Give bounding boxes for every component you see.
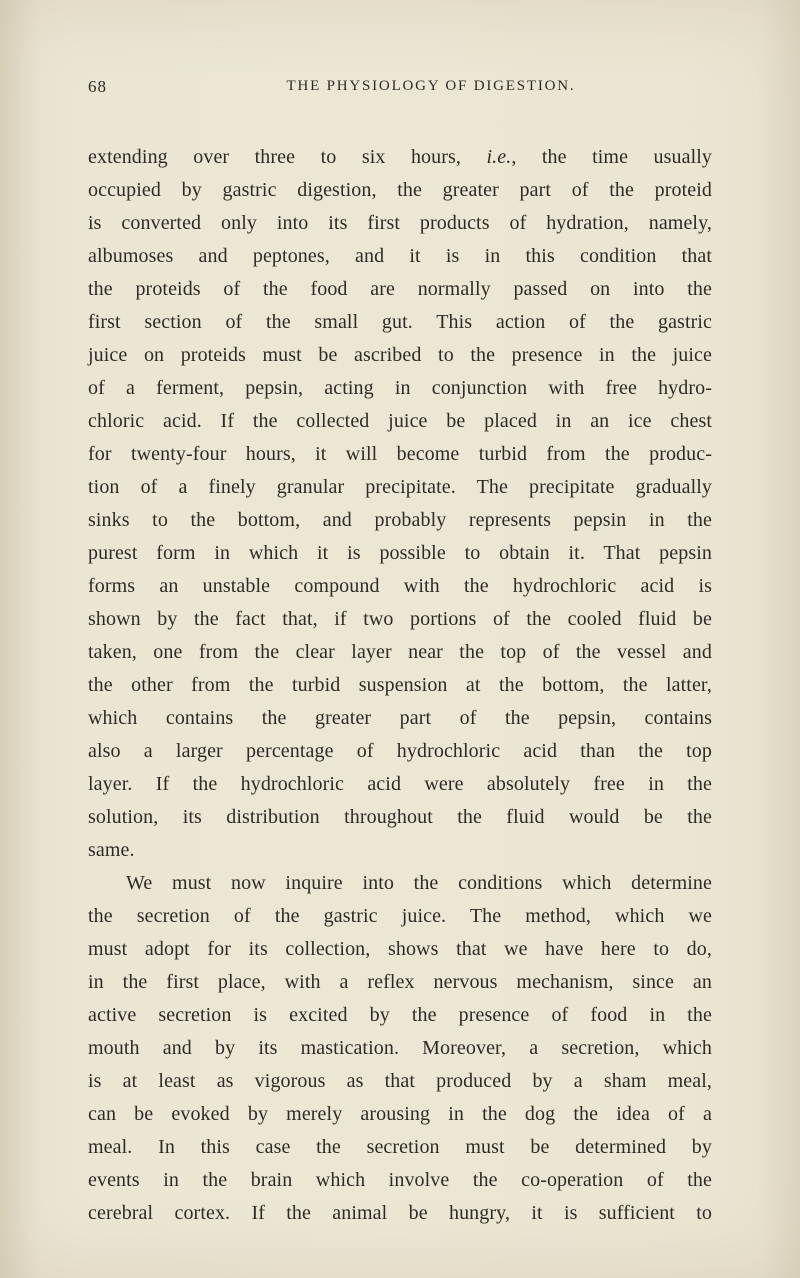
text-line: the secretion of the gastric juice. The method, which we <box>88 905 712 927</box>
text-line: albumoses and peptones, and it is in this condition that <box>88 245 712 267</box>
text-line: must adopt for its collection, shows that we have here to do, <box>88 938 712 960</box>
text-line: of a ferment, pepsin, acting in conjunction with free hydro- <box>88 377 712 399</box>
text-line: taken, one from the clear layer near the top of the vessel and <box>88 641 712 663</box>
text-line: shown by the fact that, if two portions of the cooled fluid be <box>88 608 712 630</box>
text-line: events in the brain which involve the co-operation of the <box>88 1169 712 1191</box>
text-line: active secretion is excited by the presence of food in the <box>88 1004 712 1026</box>
text-line: mouth and by its mastication. Moreover, a secretion, which <box>88 1037 712 1059</box>
text-line: purest form in which it is possible to obtain it. That pepsin <box>88 542 712 564</box>
running-header: THE PHYSIOLOGY OF DIGESTION. <box>286 78 576 94</box>
body-text <box>88 141 712 1230</box>
text-line: solution, its distribution throughout the fluid would be the <box>88 806 712 828</box>
text-line: the proteids of the food are normally passed on into the <box>88 278 712 300</box>
text-line: in the first place, with a reflex nervous mechanism, since an <box>88 971 712 993</box>
text-line: for twenty-four hours, it will become turbid from the produc- <box>88 443 712 465</box>
text-line: is at least as vigorous as that produced by a sham meal, <box>88 1070 712 1092</box>
text-line: tion of a finely granular precipitate. The precipitate gradually <box>88 476 712 498</box>
text-line: forms an unstable compound with the hydrochloric acid is <box>88 575 712 597</box>
text-line: first section of the small gut. This action of the gastric <box>88 311 712 333</box>
text-line: cerebral cortex. If the animal be hungry, it is sufficient to <box>88 1202 712 1224</box>
text-line: chloric acid. If the collected juice be placed in an ice chest <box>88 410 712 432</box>
text-line: occupied by gastric digestion, the greater part of the proteid <box>88 179 712 201</box>
page-header <box>88 76 712 100</box>
text-line: can be evoked by merely arousing in the dog the idea of a <box>88 1103 712 1125</box>
page-number: 68 <box>88 77 107 96</box>
text-line: which contains the greater part of the pepsin, contains <box>88 707 712 729</box>
text-line: sinks to the bottom, and probably represents pepsin in the <box>88 509 712 531</box>
text-line: layer. If the hydrochloric acid were absolutely free in the <box>88 773 712 795</box>
text-line: extending over three to six hours, i.e., the time usually <box>88 146 712 168</box>
text-line: also a larger percentage of hydrochloric acid than the top <box>88 740 712 762</box>
text-line: same. <box>88 839 135 861</box>
text-line: juice on proteids must be ascribed to the presence in the juice <box>88 344 712 366</box>
text-line: meal. In this case the secretion must be determined by <box>88 1136 712 1158</box>
text-line: We must now inquire into the conditions which determine <box>126 872 712 894</box>
text-line: is converted only into its first products of hydration, namely, <box>88 212 712 234</box>
text-line: the other from the turbid suspension at the bottom, the latter, <box>88 674 712 696</box>
